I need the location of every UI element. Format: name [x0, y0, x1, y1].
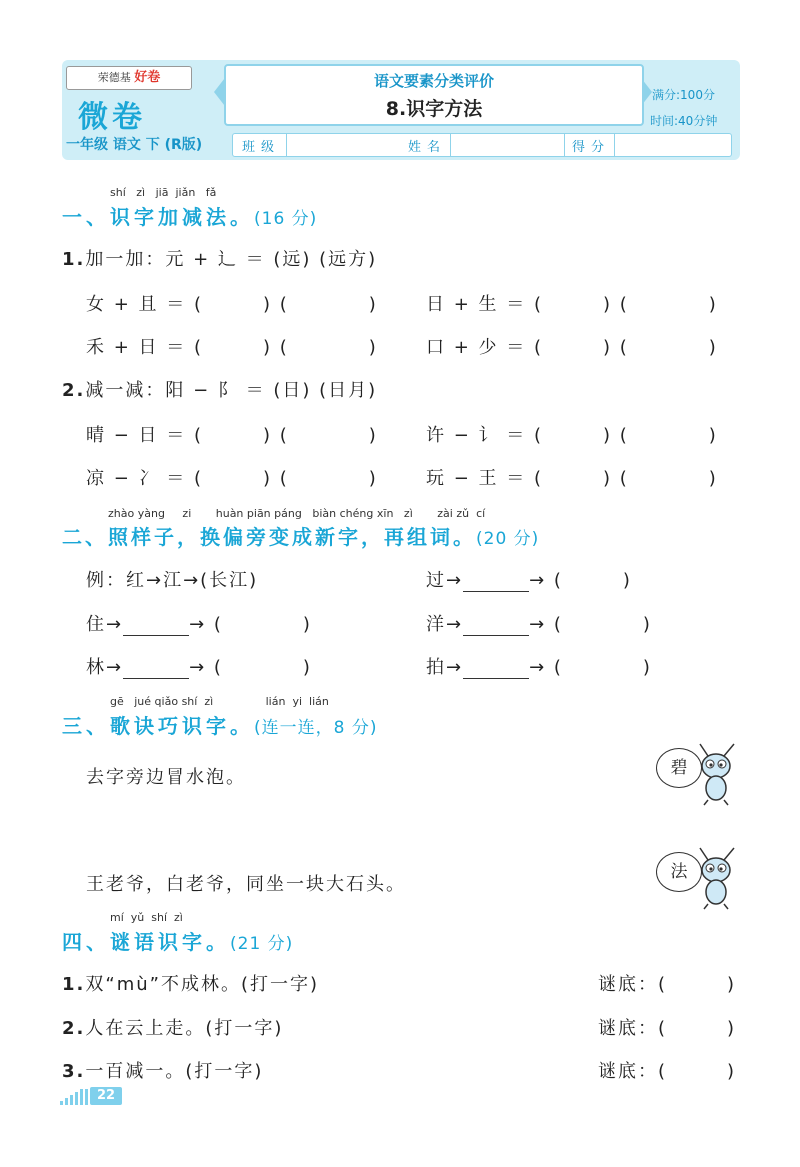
answer-blank[interactable] [463, 660, 529, 679]
brand-name: 荣德基 [97, 71, 131, 84]
section-1-score: (16 分) [254, 209, 318, 229]
section-4-title: 四、谜语识字。(21 分) [62, 930, 294, 954]
bug-answer-1[interactable] [656, 742, 742, 806]
section-3-score: (连一连，8 分) [254, 718, 378, 738]
q2-item[interactable]: 凉 − 冫 ＝ ( ) ( ) [86, 468, 378, 489]
riddle-line[interactable]: 去字旁边冒水泡。 [86, 767, 246, 788]
banner-subtitle: 语文要素分类评价 [373, 72, 494, 90]
bug-answer-2[interactable] [656, 846, 742, 910]
page-number: 22 [90, 1087, 122, 1105]
series-title: 微卷 [78, 100, 146, 135]
q2-item[interactable]: 玩 − 王 ＝ ( ) ( ) [426, 468, 718, 489]
q2-prompt: 2.减一减：阳 − 阝 ＝ (日) (日月) [62, 380, 378, 401]
riddle-question: 2.人在云上走。(打一字) [62, 1018, 284, 1039]
bug-icon [694, 742, 742, 806]
pinyin-1: shí zì jiā jiǎn fǎ [110, 186, 217, 199]
q2-item[interactable]: 许 − 讠 ＝ ( ) ( ) [426, 425, 718, 446]
info-bar [232, 133, 732, 157]
q1-item[interactable]: 女 + 且 ＝ ( ) ( ) [86, 294, 378, 315]
answer-blank[interactable] [463, 617, 529, 636]
change-item[interactable]: 过→ → ( ) [426, 570, 632, 591]
q1-item[interactable]: 日 + 生 ＝ ( ) ( ) [426, 294, 718, 315]
riddle-line[interactable]: 王老爷，白老爷，同坐一块大石头。 [86, 874, 406, 895]
change-item[interactable]: 拍→ → ( ) [426, 657, 652, 678]
bug-icon [694, 846, 742, 910]
info-divider [564, 134, 565, 156]
riddle-answer[interactable]: 谜底：( ) [598, 974, 737, 995]
info-divider [614, 134, 615, 156]
answer-blank[interactable] [463, 573, 529, 592]
info-divider [450, 134, 451, 156]
q1-item[interactable]: 禾 + 日 ＝ ( ) ( ) [86, 337, 378, 358]
q1-item[interactable]: 口 + 少 ＝ ( ) ( ) [426, 337, 718, 358]
riddle-answer[interactable]: 谜底：( ) [598, 1061, 737, 1082]
section-4-score: (21 分) [230, 934, 294, 954]
section-1-title: 一、识字加减法。(16 分) [62, 205, 318, 229]
answer-blank[interactable] [123, 660, 189, 679]
pinyin-2: zhào yàng zi huàn piān páng biàn chéng xīn zì zài zǔ cí [108, 507, 486, 520]
time-limit: 时间:40分钟 [650, 114, 718, 128]
info-divider [286, 134, 287, 156]
riddle-answer[interactable]: 谜底：( ) [598, 1018, 737, 1039]
riddle-question: 1.双“mù”不成林。(打一字) [62, 974, 320, 995]
pinyin-4: mí yǔ shí zì [110, 911, 183, 924]
q1-prompt: 1.加一加：元 + 辶 ＝ (远) (远方) [62, 249, 378, 270]
grade-label: 一年级 语文 下 (R版) [66, 137, 203, 153]
name-label: 姓名 [408, 140, 447, 155]
change-item[interactable]: 洋→ → ( ) [426, 614, 652, 635]
answer-bubble: 碧 [656, 748, 702, 788]
example-line: 例：红→江→(长江) [86, 570, 259, 591]
section-2-title: 二、照样子，换偏旁变成新字，再组词。(20 分) [62, 525, 540, 549]
q2-item[interactable]: 晴 − 日 ＝ ( ) ( ) [86, 425, 378, 446]
class-label: 班级 [242, 140, 281, 155]
brand-mark: 好卷 [134, 70, 161, 85]
brand-tag [66, 66, 192, 90]
riddle-question: 3.一百减一。(打一字) [62, 1061, 264, 1082]
score-label: 得分 [572, 140, 611, 155]
section-3-title: 三、歌诀巧识字。(连一连，8 分) [62, 714, 378, 738]
answer-bubble: 法 [656, 852, 702, 892]
banner-title: 8.识字方法 [385, 98, 483, 120]
pinyin-3: gē jué qiǎo shí zì lián yi lián [110, 695, 329, 708]
answer-blank[interactable] [123, 617, 189, 636]
full-score: 满分:100分 [652, 88, 715, 102]
section-2-score: (20 分) [476, 529, 540, 549]
signal-bars-icon [60, 1089, 90, 1105]
change-item[interactable]: 林→ → ( ) [86, 657, 312, 678]
change-item[interactable]: 住→ → ( ) [86, 614, 312, 635]
